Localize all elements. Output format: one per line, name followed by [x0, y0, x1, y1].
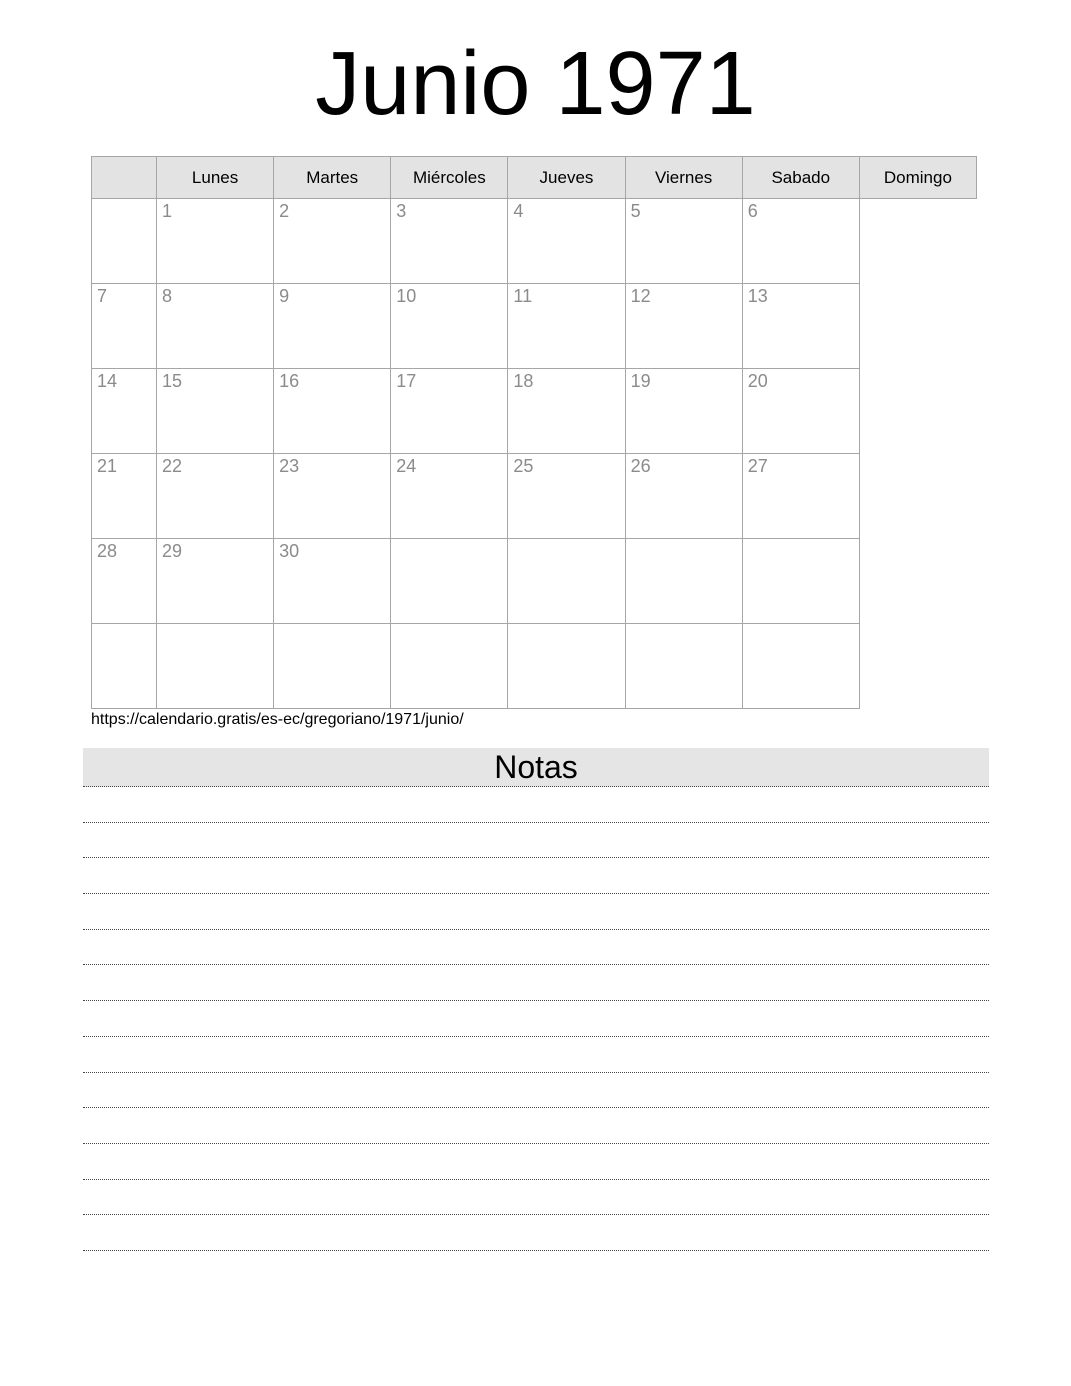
calendar-week-row — [92, 369, 977, 454]
week-number-column — [92, 157, 157, 199]
notes-section — [83, 748, 989, 1251]
calendar-empty-cell — [625, 624, 742, 709]
calendar-day-cell — [625, 284, 742, 369]
calendar-day-cell — [625, 369, 742, 454]
day-number: 15 — [162, 371, 183, 391]
calendar-day-cell — [625, 454, 742, 539]
day-number: 25 — [513, 456, 534, 476]
day-number: 14 — [97, 371, 118, 391]
day-number: 6 — [747, 201, 758, 221]
day-number: 18 — [513, 371, 534, 391]
day-number: 10 — [396, 286, 417, 306]
calendar-empty-cell — [391, 539, 508, 624]
notes-line — [83, 1144, 989, 1180]
notes-title: Notas — [83, 748, 989, 787]
calendar-empty-cell — [391, 624, 508, 709]
notes-line — [83, 858, 989, 894]
notes-line — [83, 787, 989, 823]
day-number — [743, 539, 859, 541]
calendar-empty-cell — [508, 624, 625, 709]
day-number: 30 — [279, 541, 300, 561]
calendar-header-row — [92, 157, 977, 199]
day-number: 12 — [630, 286, 651, 306]
day-number — [92, 199, 156, 201]
day-header-sunday: Domingo — [859, 157, 976, 199]
day-number — [391, 539, 507, 541]
day-number: 4 — [513, 201, 524, 221]
day-number — [626, 624, 742, 626]
calendar-container — [91, 156, 977, 709]
day-number — [743, 624, 859, 626]
calendar-day-cell — [274, 284, 391, 369]
day-number: 26 — [630, 456, 651, 476]
notes-line — [83, 894, 989, 930]
day-header-monday: Lunes — [157, 157, 274, 199]
calendar-week-row — [92, 624, 977, 709]
day-header-tuesday: Martes — [274, 157, 391, 199]
day-number — [157, 624, 273, 626]
day-number: 9 — [279, 286, 290, 306]
calendar-day-cell — [92, 539, 157, 624]
calendar-day-cell — [742, 284, 859, 369]
calendar-day-cell — [92, 369, 157, 454]
notes-line — [83, 930, 989, 966]
day-number: 3 — [396, 201, 407, 221]
day-header-saturday: Sabado — [742, 157, 859, 199]
day-number: 29 — [162, 541, 183, 561]
day-number: 16 — [279, 371, 300, 391]
day-number: 20 — [747, 371, 768, 391]
day-number: 24 — [396, 456, 417, 476]
day-header-thursday: Jueves — [508, 157, 625, 199]
notes-line — [83, 1001, 989, 1037]
day-number: 8 — [162, 286, 173, 306]
day-number: 27 — [747, 456, 768, 476]
day-number: 22 — [162, 456, 183, 476]
calendar-day-cell — [742, 199, 859, 284]
calendar-day-cell — [625, 199, 742, 284]
calendar-empty-cell — [92, 624, 157, 709]
calendar-day-cell — [274, 454, 391, 539]
calendar-day-cell — [508, 454, 625, 539]
day-number: 19 — [630, 371, 651, 391]
calendar-empty-cell — [742, 624, 859, 709]
notes-line — [83, 1037, 989, 1073]
day-number: 7 — [97, 286, 108, 306]
calendar-empty-cell — [92, 199, 157, 284]
calendar-table — [91, 156, 977, 709]
notes-line — [83, 1215, 989, 1251]
calendar-day-cell — [157, 539, 274, 624]
calendar-empty-cell — [625, 539, 742, 624]
day-number: 13 — [747, 286, 768, 306]
calendar-day-cell — [742, 454, 859, 539]
day-header-friday: Viernes — [625, 157, 742, 199]
day-number: 2 — [279, 201, 290, 221]
calendar-day-cell — [157, 284, 274, 369]
day-number: 5 — [630, 201, 641, 221]
day-number — [626, 539, 742, 541]
calendar-day-cell — [508, 369, 625, 454]
day-number: 28 — [97, 541, 118, 561]
calendar-day-cell — [391, 454, 508, 539]
calendar-day-cell — [508, 284, 625, 369]
notes-lines-container — [83, 787, 989, 1251]
day-number — [391, 624, 507, 626]
notes-line — [83, 1073, 989, 1109]
calendar-day-cell — [274, 369, 391, 454]
calendar-day-cell — [274, 539, 391, 624]
day-number: 11 — [513, 286, 533, 306]
calendar-day-cell — [391, 199, 508, 284]
calendar-empty-cell — [274, 624, 391, 709]
day-number — [508, 624, 624, 626]
day-number: 1 — [162, 201, 173, 221]
day-number — [92, 624, 156, 626]
calendar-day-cell — [391, 369, 508, 454]
calendar-day-cell — [508, 199, 625, 284]
calendar-day-cell — [742, 369, 859, 454]
calendar-day-cell — [274, 199, 391, 284]
calendar-week-row — [92, 284, 977, 369]
day-number — [274, 624, 390, 626]
calendar-empty-cell — [508, 539, 625, 624]
day-number: 23 — [279, 456, 300, 476]
calendar-day-cell — [92, 454, 157, 539]
page-title: Junio 1971 — [315, 34, 756, 134]
calendar-day-cell — [157, 454, 274, 539]
calendar-week-row — [92, 454, 977, 539]
notes-line — [83, 1180, 989, 1216]
source-url-text: https://calendario.gratis/es-ec/gregoriano/1971/junio/ — [91, 711, 464, 728]
calendar-empty-cell — [742, 539, 859, 624]
calendar-day-cell — [157, 199, 274, 284]
calendar-empty-cell — [157, 624, 274, 709]
day-number: 17 — [396, 371, 417, 391]
calendar-week-row — [92, 539, 977, 624]
day-number: 21 — [97, 456, 118, 476]
notes-line — [83, 823, 989, 859]
calendar-week-row — [92, 199, 977, 284]
day-number — [508, 539, 624, 541]
calendar-day-cell — [157, 369, 274, 454]
day-header-wednesday: Miércoles — [391, 157, 508, 199]
calendar-day-cell — [391, 284, 508, 369]
notes-line — [83, 965, 989, 1001]
notes-line — [83, 1108, 989, 1144]
calendar-day-cell — [92, 284, 157, 369]
